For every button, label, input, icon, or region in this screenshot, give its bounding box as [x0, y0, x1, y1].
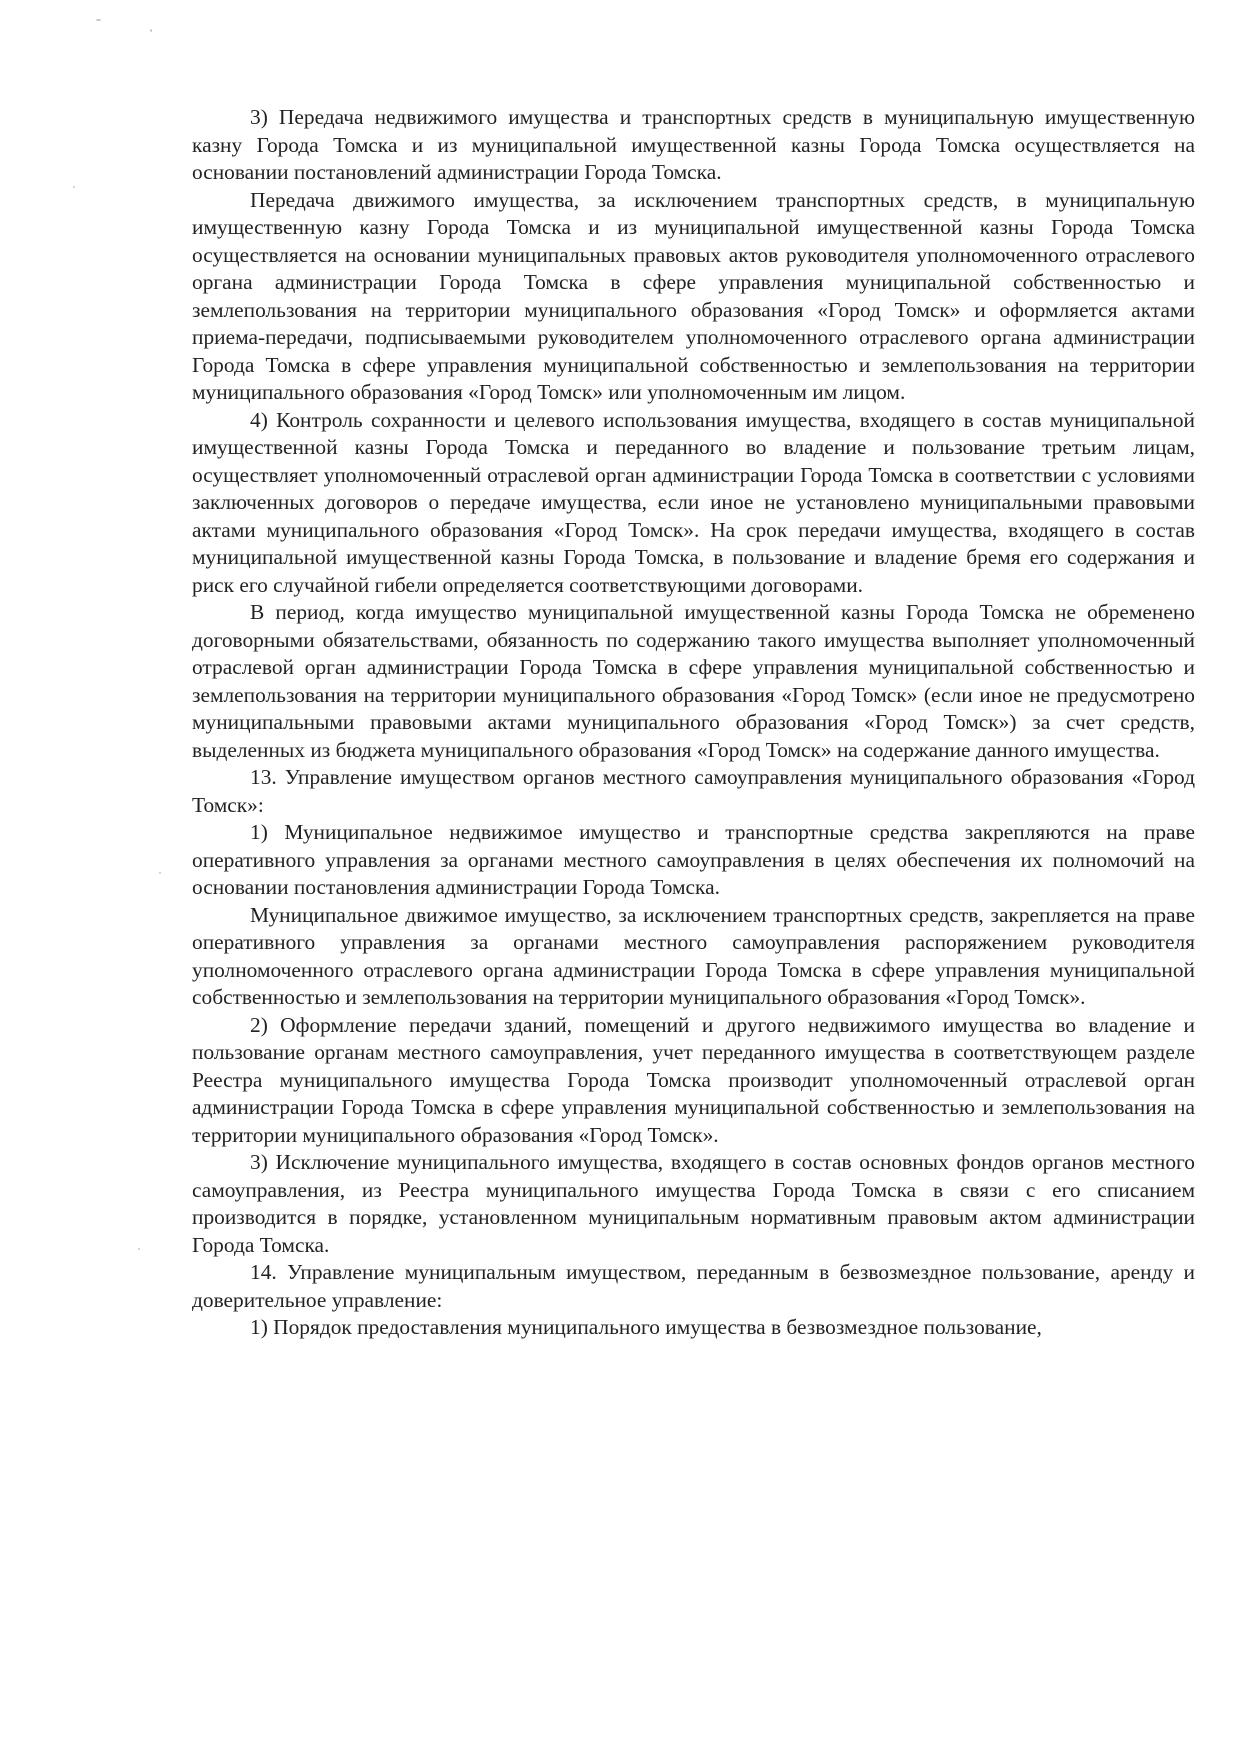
paragraph-5: 13. Управление имуществом органов местного самоуправления муниципального образования «Город Томск»:	[192, 765, 1195, 817]
paragraph-6: 1) Муниципальное недвижимое имущество и транспортные средства закрепляются на праве оперативного управления за органами местного самоуправления в целях обеспечения их полномочий на основании постановления администрации Города Томска.	[192, 820, 1195, 899]
paragraph-2: Передача движимого имущества, за исключением транспортных средств, в муниципальную имущественную казну Города Томска и из муниципальной имущественной казны Города Томска осуществляется на основании муниципальных правовых актов руководителя уполномоченного отраслевого органа администрации Города Томска в сфере управления муниципальной собственностью и землепользования на территории муниципального образования «Город Томск» и оформляется актами приема-передачи, подписываемыми руководителем уполномоченного отраслевого органа администрации Города Томска в сфере управления муниципальной собственностью и землепользования на территории муниципального образования «Город Томск» или уполномоченным им лицом.	[192, 187, 1195, 404]
paragraph-8: 2) Оформление передачи зданий, помещений и другого недвижимого имущества во владение и пользование органам местного самоуправления, учет переданного имущества в соответствующем разделе Реестра муниципального имущества Города Томска производит уполномоченный отраслевой орган администрации Города Томска в сфере управления муниципальной собственностью и землепользования на территории муниципального образования «Город Томск».	[192, 1012, 1195, 1147]
paragraph-9: 3) Исключение муниципального имущества, входящего в состав основных фондов органов местного самоуправления, из Реестра муниципального имущества Города Томска в связи с его списанием производится в порядке, установленном муниципальным нормативным правовым актом администрации Города Томска.	[192, 1150, 1195, 1257]
paragraph-1: 3) Передача недвижимого имущества и транспортных средств в муниципальную имущественную казну Города Томска и из муниципальной имущественной казны Города Томска осуществляется на основании постановлений администрации Города Томска.	[192, 105, 1195, 184]
paragraph-7: Муниципальное движимое имущество, за исключением транспортных средств, закрепляется на праве оперативного управления за органами местного самоуправления распоряжением руководителя уполномоченного отраслевого органа администрации Города Томска в сфере управления муниципальной собственностью и землепользования на территории муниципального образования «Город Томск».	[192, 902, 1195, 1009]
scan-speck	[159, 872, 161, 874]
paragraph-10: 14. Управление муниципальным имуществом, переданным в безвозмездное пользование, аренду и доверительное управление:	[192, 1260, 1195, 1312]
document-body	[192, 104, 1195, 1342]
paragraph-11: 1) Порядок предоставления муниципального имущества в безвозмездное пользование,	[250, 1315, 1042, 1339]
paragraph-4: В период, когда имущество муниципальной имущественной казны Города Томска не обременено договорными обязательствами, обязанность по содержанию такого имущества выполняет уполномоченный отраслевой орган администрации Города Томска в сфере управления муниципальной собственностью и землепользования на территории муниципального образования «Город Томск» (если иное не предусмотрено муниципальными правовыми актами муниципального образования «Город Томск») за счет средств, выделенных из бюджета муниципального образования «Город Томск» на содержание данного имущества.	[192, 600, 1195, 762]
scan-speck	[138, 1248, 140, 1250]
scan-speck	[96, 19, 101, 21]
paragraph-3: 4) Контроль сохранности и целевого использования имущества, входящего в состав муниципальной имущественной казны Города Томска и переданного во владение и пользование третьим лицам, осуществляет уполномоченный отраслевой орган администрации Города Томска в соответствии с условиями заключенных договоров о передаче имущества, если иное не установлено муниципальными правовыми актами муниципального образования «Город Томск». На срок передачи имущества, входящего в состав муниципальной имущественной казны Города Томска, в пользование и владение бремя его содержания и риск его случайной гибели определяется соответствующими договорами.	[192, 407, 1195, 597]
scan-speck	[73, 186, 75, 188]
scan-speck	[150, 29, 152, 32]
